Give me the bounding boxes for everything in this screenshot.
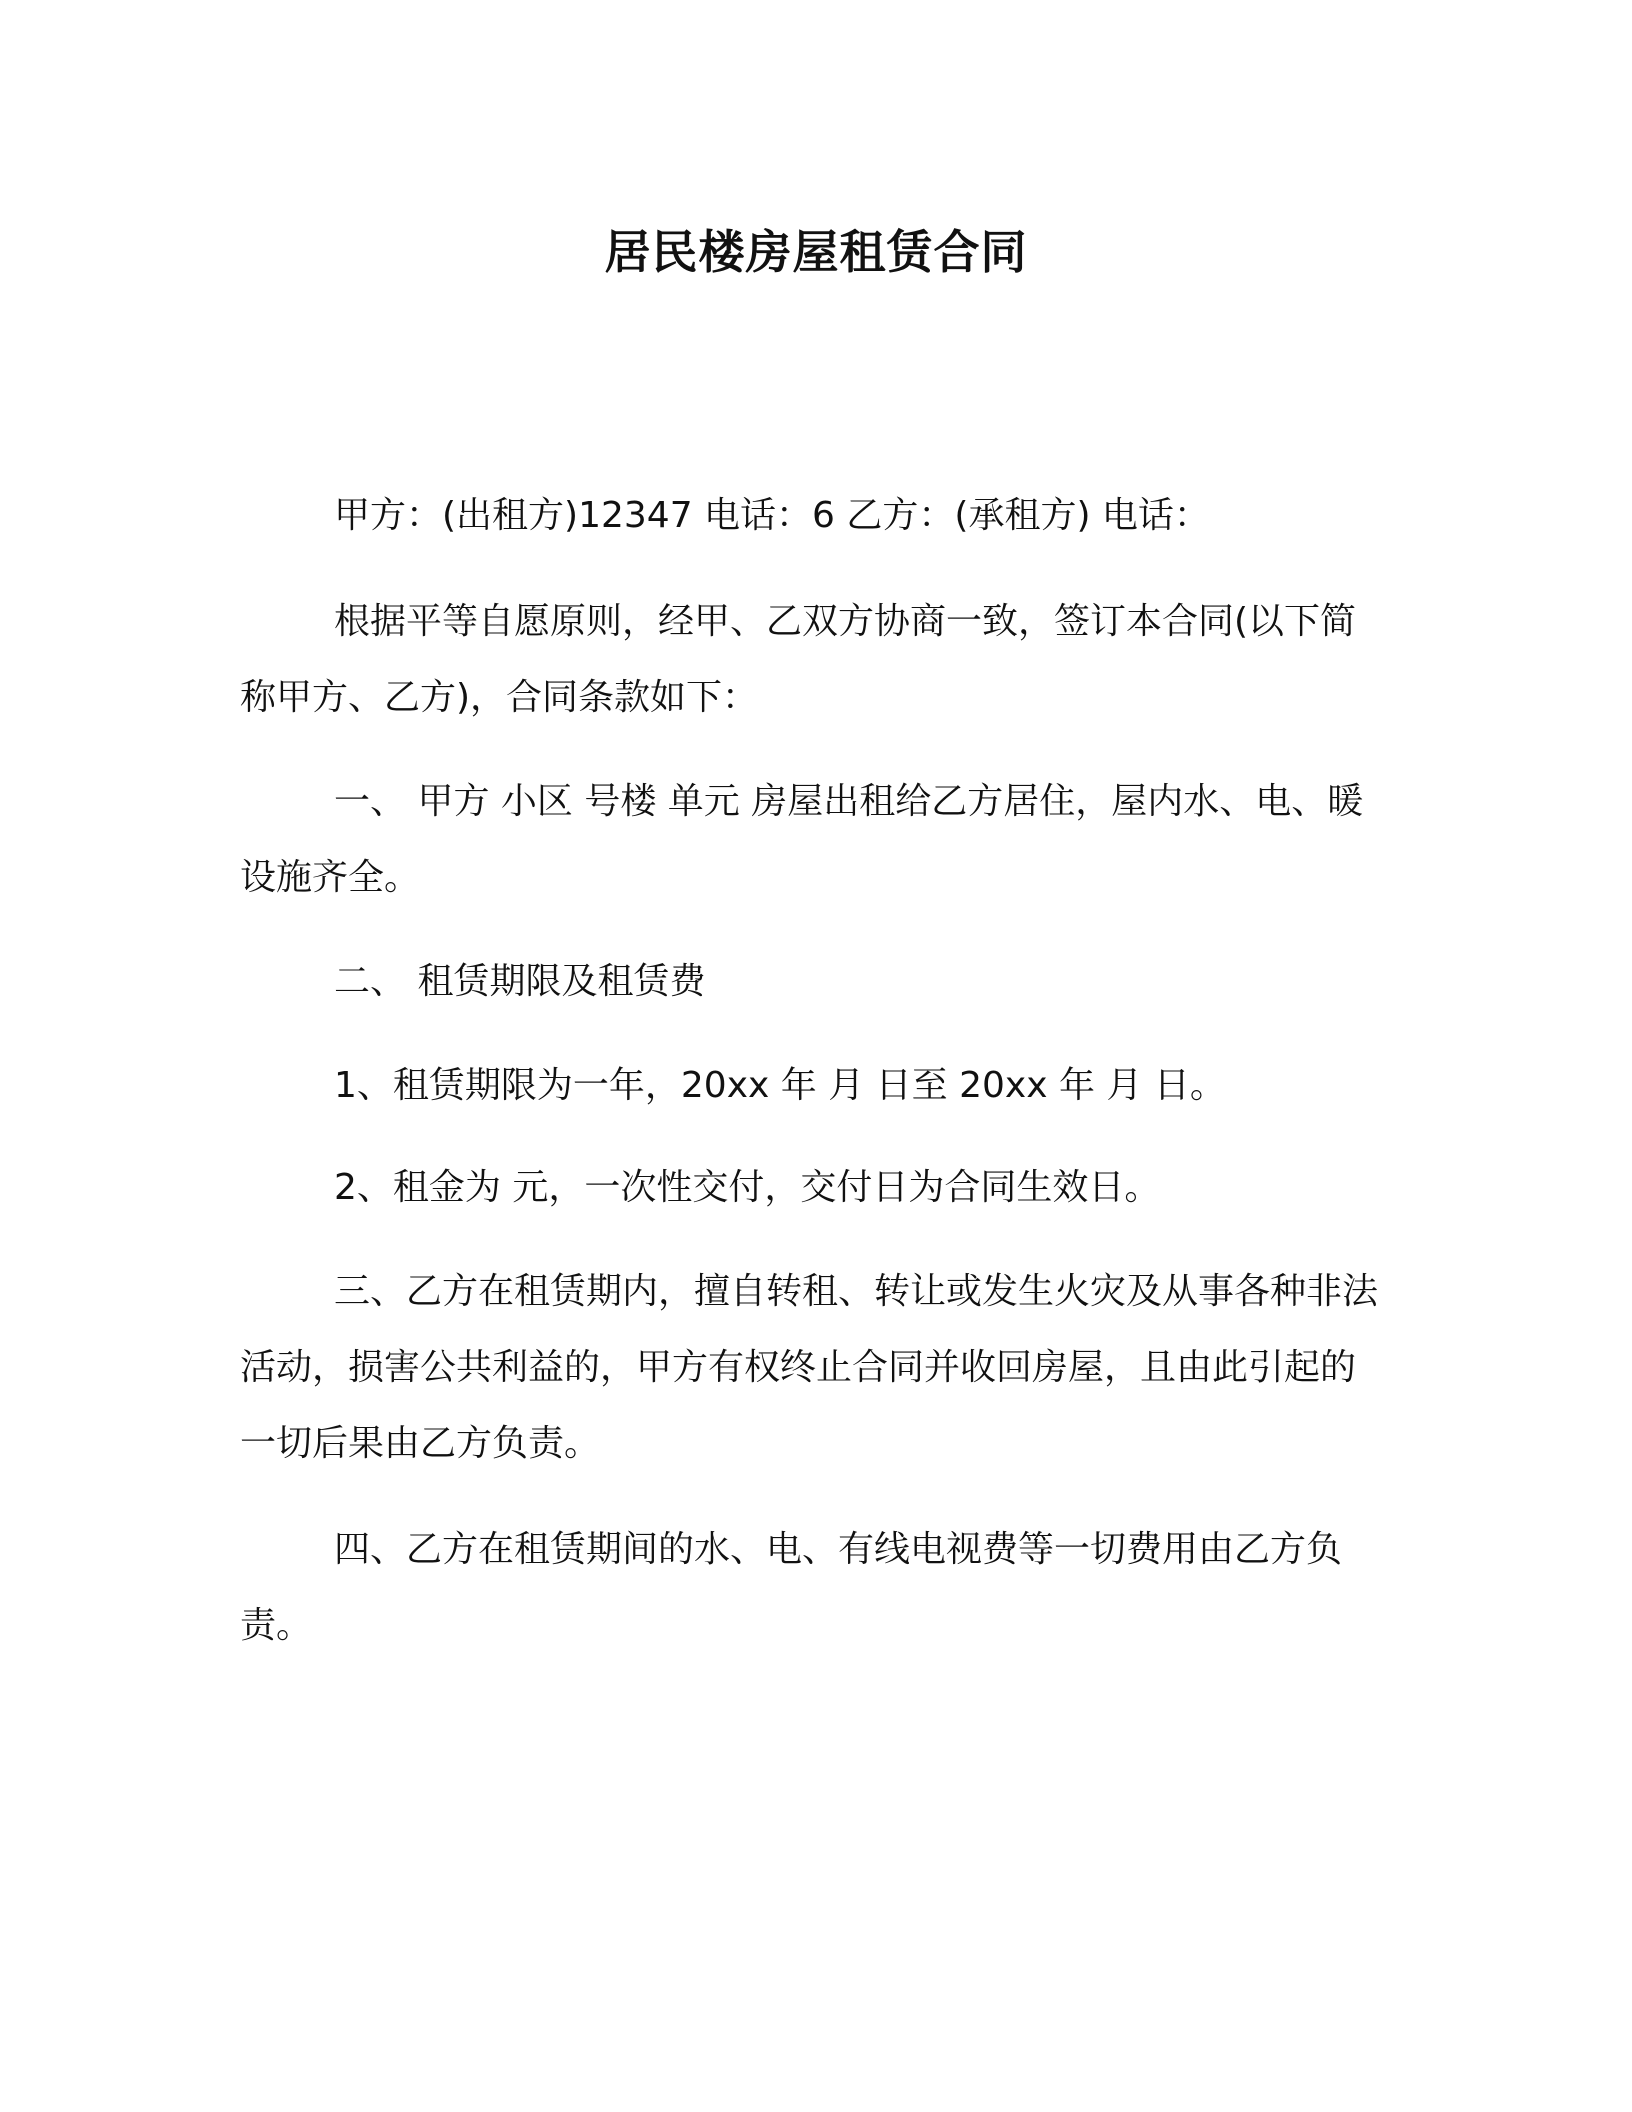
clause-2-heading: 二、 租赁期限及租赁费 — [334, 961, 706, 1002]
preamble-paragraph: 根据平等自愿原则，经甲、乙双方协商一致，签订本合同(以下简称甲方、乙方)，合同条款如下： — [240, 601, 1357, 718]
clause-1-paragraph: 一、 甲方 小区 号楼 单元 房屋出租给乙方居住，屋内水、电、暖设施齐全。 — [240, 781, 1364, 898]
clause-3-paragraph: 三、乙方在租赁期内，擅自转租、转让或发生火灾及从事各种非法活动，损害公共利益的，甲方有权终止合同并收回房屋，且由此引起的一切后果由乙方负责。 — [240, 1271, 1379, 1464]
clause-2-item-1: 1、租赁期限为一年，20xx 年 月 日至 20xx 年 月 日。 — [334, 1065, 1226, 1106]
clause-2-item-2: 2、租金为 元，一次性交付，交付日为合同生效日。 — [334, 1167, 1161, 1208]
clause-4-paragraph: 四、乙方在租赁期间的水、电、有线电视费等一切费用由乙方负责。 — [240, 1529, 1343, 1646]
party-info-paragraph: 甲方：(出租方)12347 电话：6 乙方：(承租方) 电话： — [334, 495, 1210, 536]
document-title: 居民楼房屋租赁合同 — [604, 225, 1028, 279]
